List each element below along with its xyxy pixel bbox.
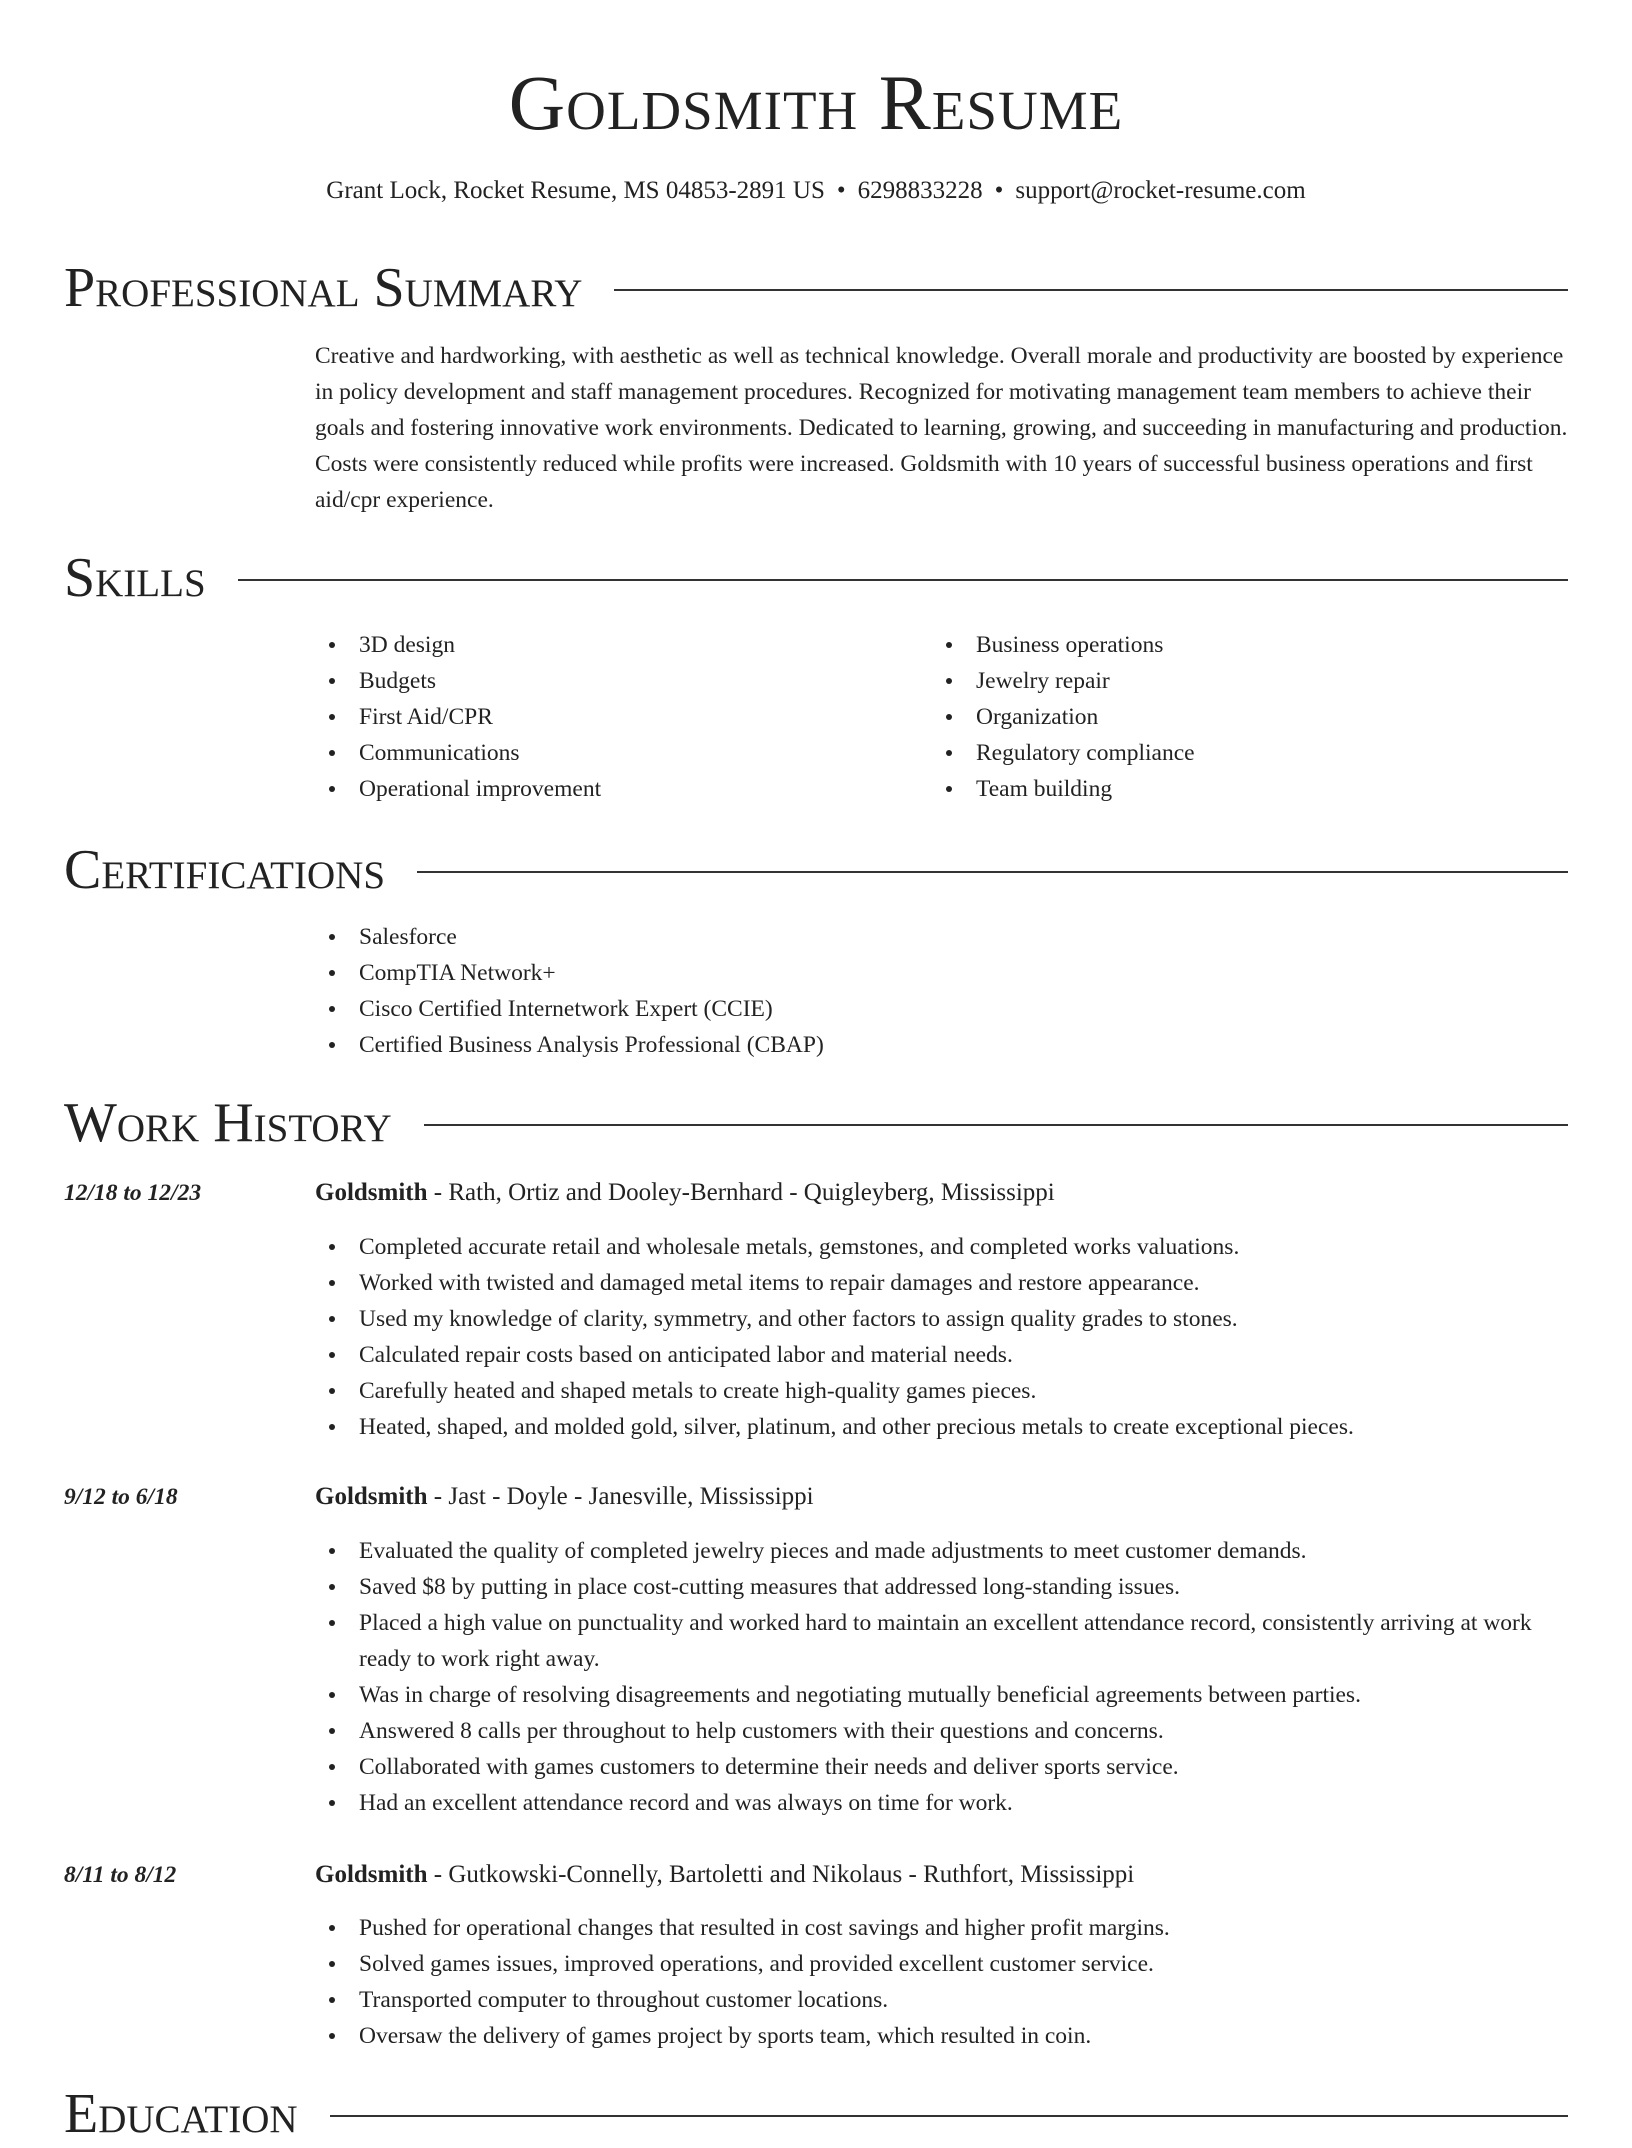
skill-item: Regulatory compliance: [932, 735, 1512, 771]
job-heading: [315, 1479, 1568, 1515]
job-employer-location: - Gutkowski-Connelly, Bartoletti and Nikolaus - Ruthfort, Mississippi: [427, 1861, 1135, 1888]
job-employer-location: - Rath, Ortiz and Dooley-Bernhard - Quigleyberg, Mississippi: [427, 1179, 1055, 1206]
job-bullet: Calculated repair costs based on anticipated labor and material needs.: [315, 1337, 1568, 1373]
skill-item: Business operations: [932, 627, 1512, 663]
job-bullet: Evaluated the quality of completed jewelry pieces and made adjustments to meet customer demands.: [315, 1533, 1568, 1569]
education-heading: Education: [64, 2083, 298, 2145]
job-bullet: Transported computer to throughout customer locations.: [315, 1982, 1568, 2018]
job-bullet: Was in charge of resolving disagreements and negotiating mutually beneficial agreements between parties.: [315, 1677, 1568, 1713]
certification-item: Certified Business Analysis Professional (CBAP): [315, 1027, 1568, 1063]
certification-item: Salesforce: [315, 919, 1568, 955]
work-history-section-header: [64, 1089, 1568, 1157]
skill-item: First Aid/CPR: [315, 699, 895, 735]
job-bullet: Solved games issues, improved operations, and provided excellent customer service.: [315, 1946, 1568, 1982]
section-divider: [424, 1124, 1568, 1126]
job-employer-location: - Jast - Doyle - Janesville, Mississippi: [427, 1483, 814, 1510]
job-title: Goldsmith: [315, 1483, 428, 1510]
contact-separator: •: [836, 177, 846, 204]
certification-item: Cisco Certified Internetwork Expert (CCIE): [315, 991, 1568, 1027]
job-dates: 12/18 to 12/23: [64, 1180, 202, 1206]
job-heading: [315, 1175, 1568, 1211]
certifications-heading: Certifications: [64, 839, 386, 901]
contact-line: [0, 174, 1632, 208]
job-title: Goldsmith: [315, 1179, 428, 1206]
section-divider: [614, 289, 1568, 291]
skill-item: Budgets: [315, 663, 895, 699]
work-history-heading: Work History: [64, 1092, 392, 1154]
job-heading: [315, 1857, 1568, 1893]
skill-item: Operational improvement: [315, 771, 895, 807]
job-dates: 8/11 to 8/12: [64, 1862, 177, 1888]
certifications-list: [315, 919, 1568, 1063]
job-bullets: [315, 1229, 1568, 1445]
section-divider: [330, 2115, 1568, 2117]
job-bullet: Carefully heated and shaped metals to create high-quality games pieces.: [315, 1373, 1568, 1409]
contact-separator: •: [994, 177, 1004, 204]
job-bullet: Answered 8 calls per throughout to help customers with their questions and concerns.: [315, 1713, 1568, 1749]
contact-address: Grant Lock, Rocket Resume, MS 04853-2891 US: [326, 177, 825, 204]
job-bullet: Had an excellent attendance record and was always on time for work.: [315, 1785, 1568, 1821]
section-divider: [238, 579, 1568, 581]
section-divider: [417, 871, 1568, 873]
job-bullet: Heated, shaped, and molded gold, silver, platinum, and other precious metals to create exceptional pieces.: [315, 1409, 1568, 1445]
skill-item: Team building: [932, 771, 1512, 807]
skill-item: Jewelry repair: [932, 663, 1512, 699]
summary-section-header: [64, 254, 1568, 322]
skills-heading: Skills: [64, 547, 206, 609]
skills-section-header: [64, 544, 1568, 612]
job-dates: 9/12 to 6/18: [64, 1484, 178, 1510]
job-bullet: Saved $8 by putting in place cost-cutting measures that addressed long-standing issues.: [315, 1569, 1568, 1605]
certifications-section-header: [64, 836, 1568, 904]
resume-title: Goldsmith Resume: [508, 59, 1124, 146]
job-bullets: [315, 1910, 1568, 2054]
job-bullet: Oversaw the delivery of games project by sports team, which resulted in coin.: [315, 2018, 1568, 2054]
job-bullet: Completed accurate retail and wholesale metals, gemstones, and completed works valuations.: [315, 1229, 1568, 1265]
job-bullet: Worked with twisted and damaged metal items to repair damages and restore appearance.: [315, 1265, 1568, 1301]
summary-heading: Professional Summary: [64, 257, 583, 319]
skill-item: Organization: [932, 699, 1512, 735]
education-section-header: [64, 2080, 1568, 2148]
job-bullet: Pushed for operational changes that resulted in cost savings and higher profit margins.: [315, 1910, 1568, 1946]
skills-column-right: [932, 627, 1512, 807]
summary-text: Creative and hardworking, with aesthetic as well as technical knowledge. Overall morale and productivity are boosted by experience in policy development and staff management procedures. Recognized for motivating management team members to achieve their goals and fostering innovative work environments. Dedicated to learning, growing, and succeeding in manufacturing and production. Costs were consistently reduced while profits were increased. Goldsmith with 10 years of successful business operations and first aid/cpr experience.: [315, 343, 1568, 513]
job-bullets: [315, 1533, 1568, 1821]
contact-phone: 6298833228: [857, 177, 983, 204]
job-bullet: Used my knowledge of clarity, symmetry, and other factors to assign quality grades to stones.: [315, 1301, 1568, 1337]
job-title: Goldsmith: [315, 1861, 428, 1888]
skill-item: Communications: [315, 735, 895, 771]
certification-item: CompTIA Network+: [315, 955, 1568, 991]
contact-email: support@rocket-resume.com: [1015, 177, 1306, 204]
skill-item: 3D design: [315, 627, 895, 663]
job-bullet: Placed a high value on punctuality and worked hard to maintain an excellent attendance record, consistently arriving at work ready to work right away.: [315, 1605, 1568, 1677]
skills-column-left: [315, 627, 895, 807]
job-bullet: Collaborated with games customers to determine their needs and deliver sports service.: [315, 1749, 1568, 1785]
